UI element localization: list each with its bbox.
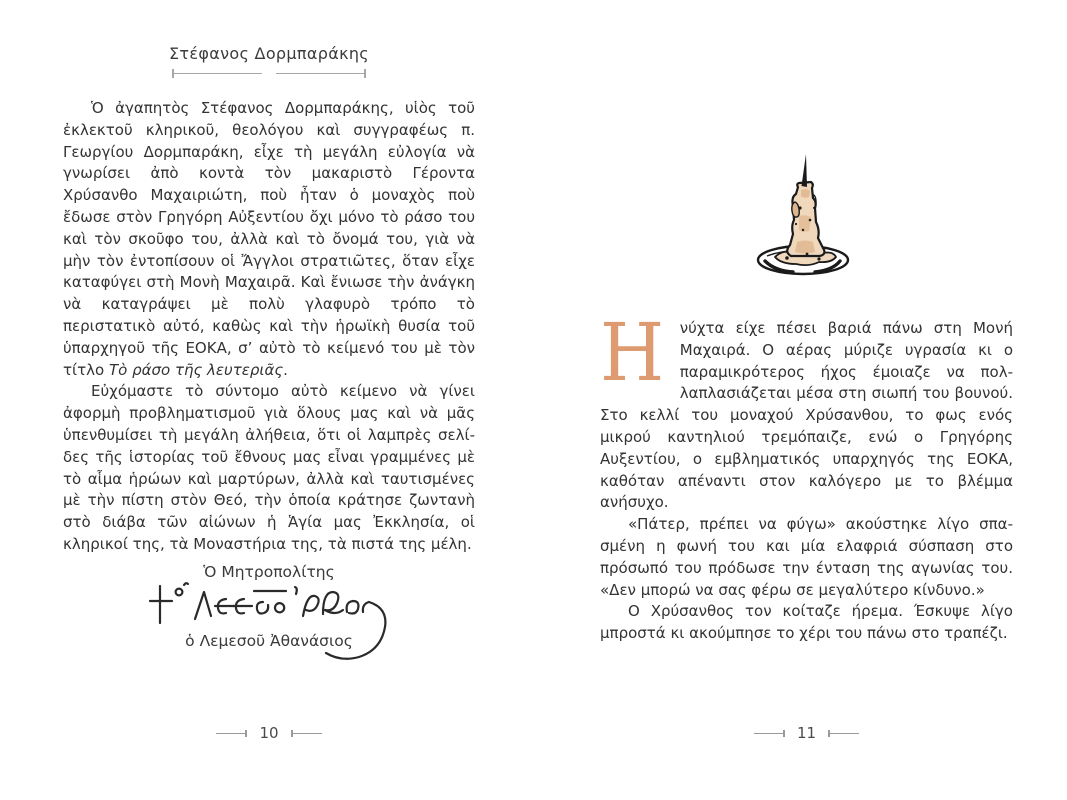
- paragraph: [63, 98, 475, 381]
- folio-ornament-tick: [783, 730, 785, 737]
- page-number: 10: [259, 724, 279, 742]
- left-page: [63, 0, 475, 800]
- paragraph-text: Ὁ ἀγαπητὸς Στέφανος Δορμπαράκης, υἱὸς τοῦ ἐκλεκτοῦ κληρικοῦ, θεολόγου καὶ συγγραφέως π. Γεωργίου Δορμπαράκη, εἶχε τὴ μεγάλη εὐλογία νὰ γνωρίσει ἀπὸ κοντὰ τὸν μακαριστὸ Γέροντα Χρύσανθο Μαχαιριώτη, ποὺ ἦταν ὁ μοναχὸς ποὺ ἔδωσε στὸν Γρηγόρη Αὐξεντίου ὄχι μόνο τὸ ράσο του καὶ τὸν σκοῦφο του, ἀλλὰ καὶ τὸ ὄνομά του, γιὰ νὰ μὴν τὸν ἐντοπίσουν οἱ Ἄγγλοι στρατιῶτες, ὅταν εἶχε καταφύγει στὴ Μονὴ Μαχαιρᾶ. Καὶ ἔνιωσε τὴν ἀνάγκη νὰ καταγράψει μὲ πολὺ γλαφυρὸ τρόπο τὸ περιστατικὸ αὐτό, καθὼς καὶ τὴν ἡρωϊκὴ θυσία τοῦ ὑπαρχηγοῦ τῆς ΕΟΚΑ, σ’ αὐτὸ τὸ κείμενό του μὲ τὸν τίτλο: [63, 99, 475, 379]
- right-body-text: [600, 306, 1013, 645]
- paragraph-text: νύχτα είχε πέσει βαριά πάνω στη Μονή Μαχαιρά. Ο αέρας μύριζε υγρασία κι ο παραμικρότερος ήχος έμοιαζε να πολλαπλασιάζεται μέσα στη σιωπή του βουνού. Στο κελλί του μοναχού Χρύσανθου, το φως ενός μικρού καντηλιού τρεμόπαιζε, ενώ ο Γρηγόρης Αυξεντίου, ο εμβληματικός υπαρχηγός της ΕΟΚΑ, καθόταν απέναντι στον καλόγερο με το βλέμμα ανήσυχο.: [600, 319, 1013, 512]
- right-page: [600, 0, 1013, 800]
- rule-segment: [276, 73, 364, 74]
- folio-left: [63, 726, 475, 741]
- paragraph: [600, 306, 1013, 514]
- folio-ornament-line: [754, 733, 783, 734]
- folio-ornament-line: [216, 733, 245, 734]
- signature-handwriting: [145, 582, 397, 678]
- paragraph-text: .: [283, 360, 288, 379]
- folio-ornament-line: [830, 733, 859, 734]
- paragraph: Ο Χρύσανθος τον κοίταζε ήρεμα. Έσκυψε λίγο μπροστά κι ακούμπησε το χέρι του πάνω στο τραπέζι.: [600, 602, 1013, 643]
- signoff-role: Ὁ Μητροπολίτης: [203, 563, 335, 581]
- header-rule-ornament: [172, 69, 366, 78]
- folio-ornament-tick: [245, 730, 247, 737]
- folio-ornament-line: [293, 733, 322, 734]
- book-title-italic: Τὸ ράσο τῆς λευτεριᾶς: [108, 360, 284, 379]
- paragraph: Εὐχόμαστε τὸ σύντομο αὐτὸ κείμενο νὰ γίνει ἀφορμὴ προβληματισμοῦ γιὰ ὅλους μας καὶ νὰ μᾶς ὑπενθυμίσει τὴ μεγάλη ἀλήθεια, ὅτι οἱ λαμπρὲς σελίδες τῆς ἱστορίας τοῦ ἔθνους μας εἶναι γραμμένες μὲ τὸ αἷμα ἡρώων καὶ μαρτύρων, ἀλλὰ καὶ ταυτισμένες μὲ τὴν πίστη στὸν Θεό, τὴν ὁποία κράτησε ζωντανὴ στὸ διάβα τῶν αἰώνων ἡ Ἁγία μας Ἐκκλησία, οἱ κληρικοί της, τὰ Μοναστήρια της, τὰ πιστά της μέλη.: [63, 382, 475, 553]
- rule-end-tick: [364, 69, 366, 78]
- signature-printed-name: ὁ Λεμεσοῦ Ἀθανάσιος: [185, 632, 353, 650]
- candle-illustration: [753, 150, 853, 280]
- page-number: 11: [796, 724, 817, 742]
- drop-cap: Η: [600, 306, 665, 399]
- left-body-text: [63, 98, 475, 556]
- folio-right: [600, 726, 1013, 741]
- paragraph: «Πάτερ, πρέπει να φύγω» ακούστηκε λίγο σπασμένη η φωνή του και μία ελαφριά σύσπαση στο πρόσωπό του πρόδωσε την ένταση της αγωνίας του. «Δεν μπορώ να σας φέρω σε μεγαλύτερο κίνδυνο.»: [600, 515, 1013, 599]
- rule-segment: [174, 73, 262, 74]
- running-header: Στέφανος Δορμπαράκης: [168, 44, 369, 63]
